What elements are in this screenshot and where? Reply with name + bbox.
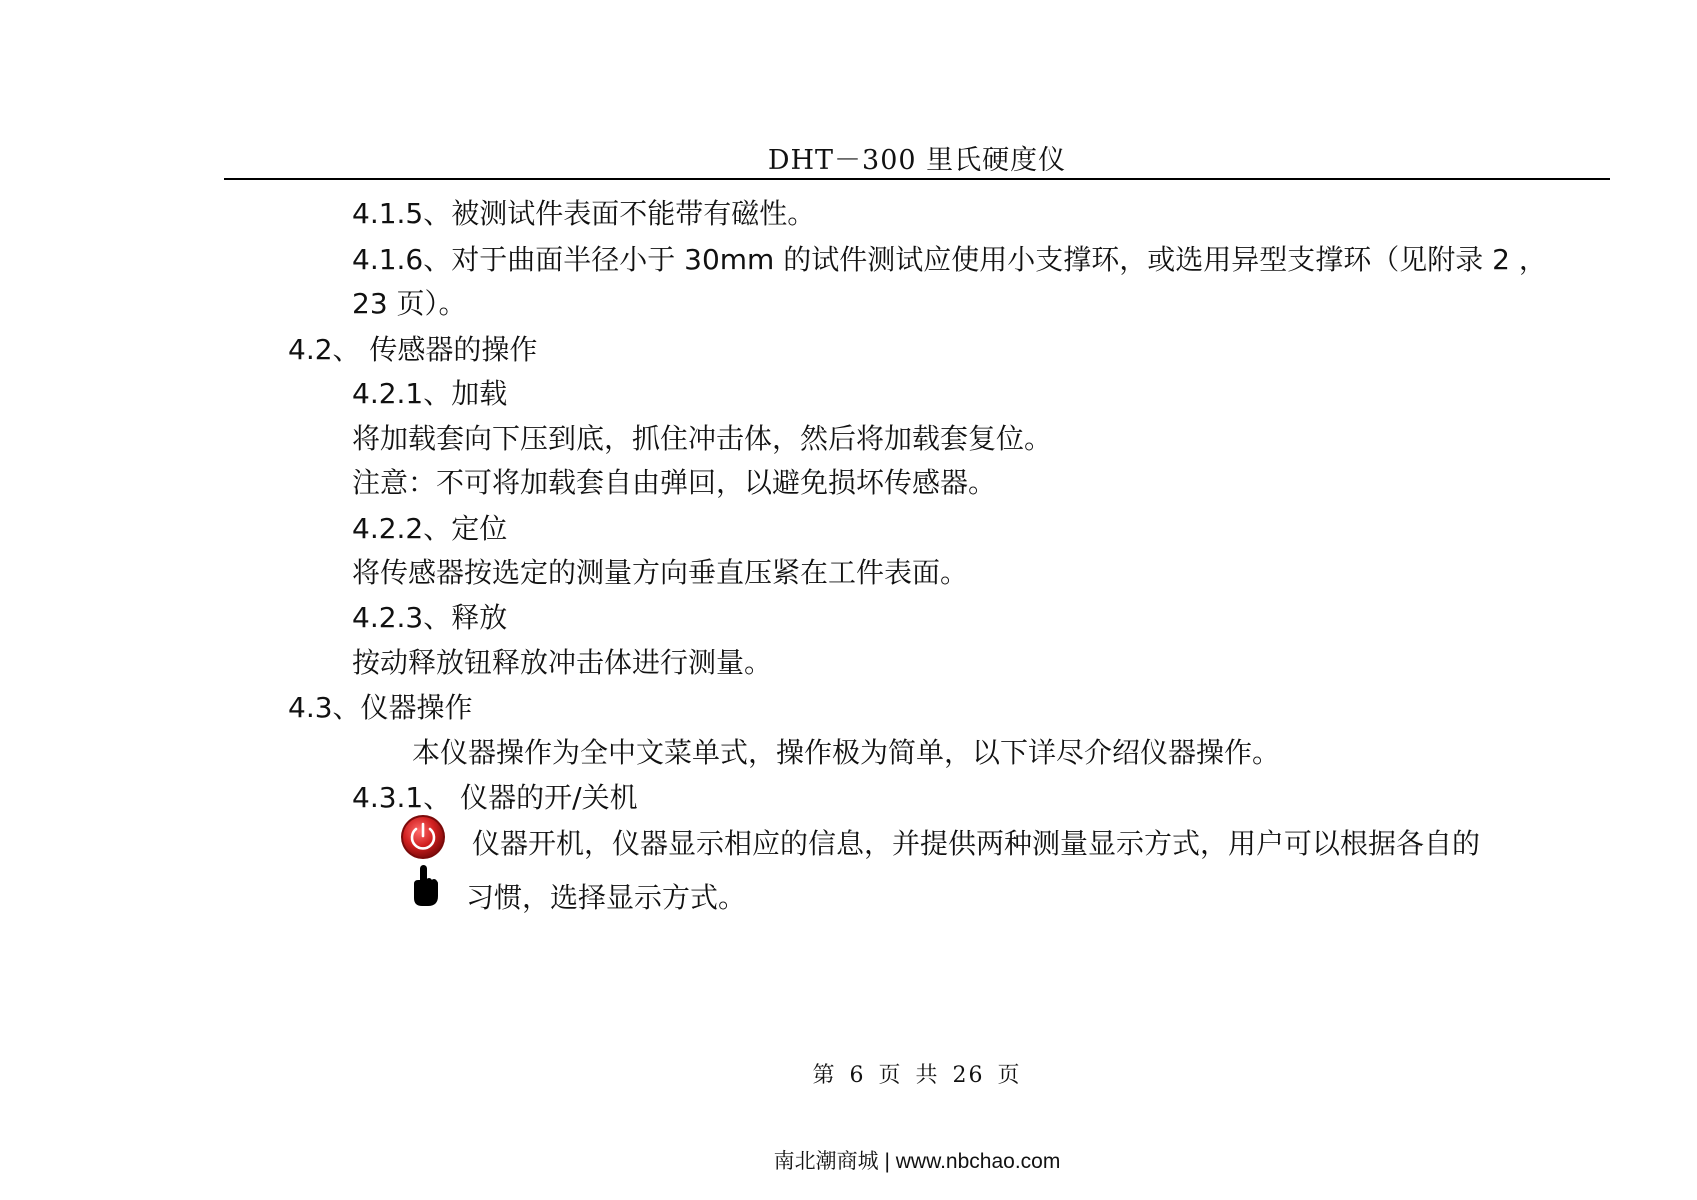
paragraph-4-2-3: 按动释放钮释放冲击体进行测量。 [352,646,773,679]
item-4-1-5: 4.1.5、被测试件表面不能带有磁性。 [352,197,816,230]
section-4-2-2-heading: 4.2.2、定位 [352,512,508,545]
paragraph-4-2-1-load: 将加载套向下压到底，抓住冲击体，然后将加载套复位。 [352,422,1053,455]
item-4-1-6-line2: 23 页）。 [352,287,467,320]
paragraph-4-3-1-line1: 仪器开机，仪器显示相应的信息，并提供两种测量显示方式，用户可以根据各自的 [472,827,1481,860]
section-4-3-1-heading: 4.3.1、 仪器的开/关机 [352,781,638,814]
paragraph-4-3: 本仪器操作为全中文菜单式，操作极为简单，以下详尽介绍仪器操作。 [412,736,1281,769]
page-number: 第 6 页 共 26 页 [812,1063,1022,1088]
power-button-icon [400,814,446,860]
section-4-2-1-heading: 4.2.1、加载 [352,377,508,410]
page-header-title: DHT－300 里氏硬度仪 [767,145,1067,176]
section-4-2-heading: 4.2、 传感器的操作 [288,333,538,366]
header-divider [224,178,1610,180]
site-watermark: 南北潮商城 | www.nbchao.com [773,1150,1061,1173]
paragraph-4-2-2: 将传感器按选定的测量方向垂直压紧在工件表面。 [352,556,969,589]
pointing-hand-icon [408,864,442,908]
paragraph-4-3-1-line2: 习惯，选择显示方式。 [466,881,747,914]
paragraph-4-2-1-note: 注意：不可将加载套自由弹回，以避免损坏传感器。 [352,466,997,499]
section-4-3-heading: 4.3、仪器操作 [288,691,473,724]
section-4-2-3-heading: 4.2.3、释放 [352,601,508,634]
item-4-1-6-line1: 4.1.6、对于曲面半径小于 30mm 的试件测试应使用小支撑环，或选用异型支撑环（见附录 2 ， [352,243,1547,276]
